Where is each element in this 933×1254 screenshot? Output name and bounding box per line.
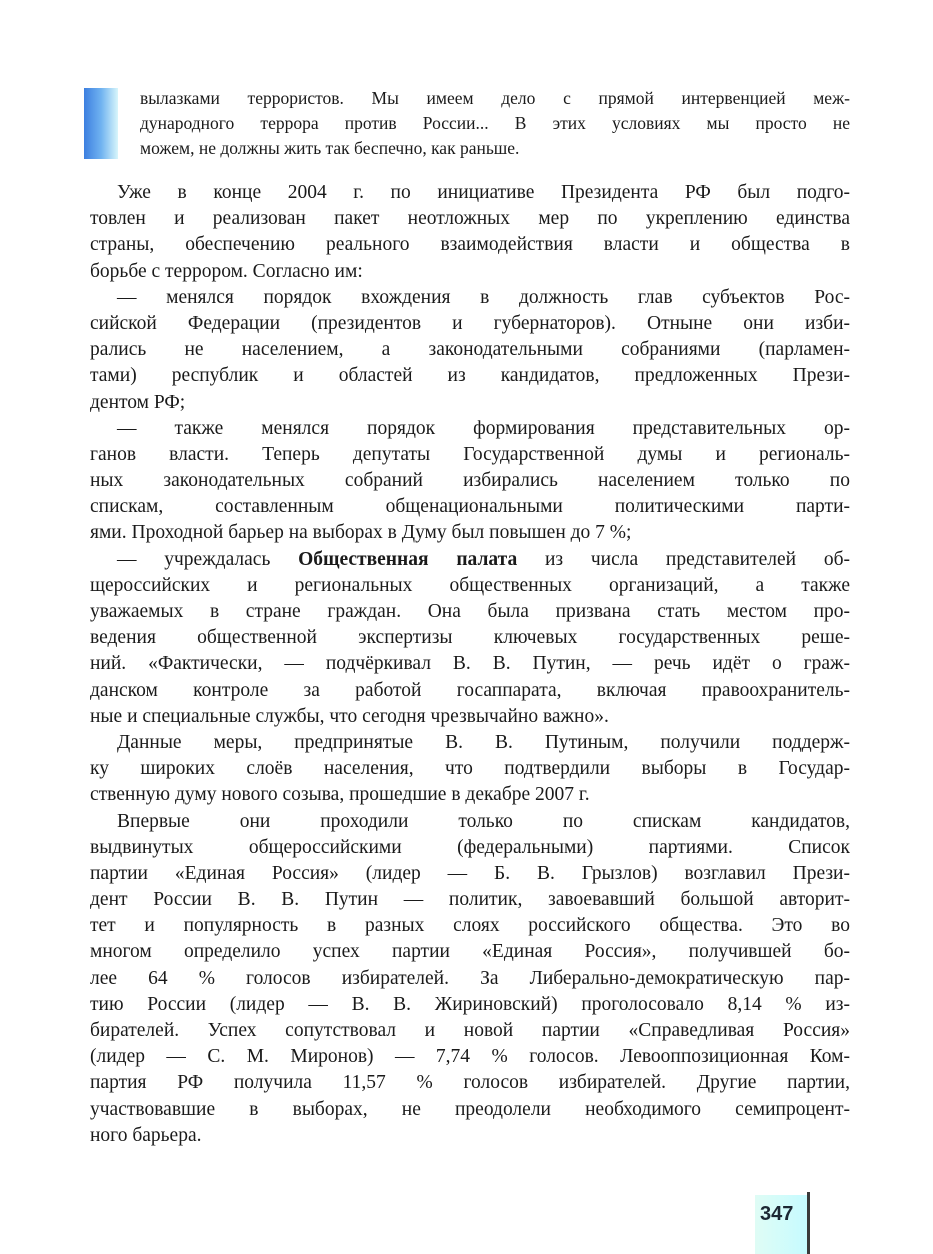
text-line: ственную думу нового созыва, прошедшие в декабре 2007 г.	[90, 784, 590, 806]
text-segment: из числа представителей об-	[517, 548, 850, 570]
text-line: страны, обеспечению реального взаимодействия власти и общества в	[90, 234, 850, 256]
text-line: участвовавшие в выборах, не преодолели необходимого семипроцент-	[90, 1098, 850, 1120]
text-line: тет и популярность в разных слоях российского общества. Это во	[90, 915, 850, 937]
page-edge-line	[807, 1192, 810, 1254]
text-line: партия РФ получила 11,57 % голосов избирателей. Другие партии,	[90, 1072, 850, 1094]
text-line: ные и специальные службы, что сегодня чрезвычайно важно».	[90, 705, 609, 727]
text-line: лее 64 % голосов избирателей. За Либерально-демократическую пар-	[90, 967, 850, 989]
text-line: ний. «Фактически, — подчёркивал В. В. Путин, — речь идёт о граж-	[90, 653, 850, 675]
term-obshchestvennaya-palata: Общественная палата	[298, 548, 518, 570]
quote-block	[140, 86, 850, 161]
quote-marker-bar	[84, 88, 118, 159]
text-line: — также менялся порядок формирования представительных ор-	[117, 417, 850, 439]
text-line: ганов власти. Теперь депутаты Государственной думы и региональ-	[90, 443, 850, 465]
text-line: спискам, составленным общенациональными политическими парти-	[90, 496, 850, 518]
text-line: — менялся порядок вхождения в должность глав субъектов Рос-	[117, 286, 850, 308]
text-line	[90, 547, 850, 573]
text-line: тами) республик и областей из кандидатов, предложенных Прези-	[90, 365, 850, 387]
text-line: ведения общественной экспертизы ключевых государственных реше-	[90, 627, 850, 649]
text-segment: — учреждалась	[117, 548, 299, 570]
text-line: рались не населением, а законодательными собраниями (парламен-	[90, 339, 850, 361]
text-line: товлен и реализован пакет неотложных мер по укреплению единства	[90, 208, 850, 230]
text-line: тию России (лидер — В. В. Жириновский) проголосовало 8,14 % из-	[90, 993, 850, 1015]
text-line: Впервые они проходили только по спискам кандидатов,	[117, 810, 850, 832]
text-line: (лидер — С. М. Миронов) — 7,74 % голосов. Левооппозиционная Ком-	[90, 1046, 850, 1068]
text-line: щероссийских и региональных общественных организаций, а также	[90, 574, 850, 596]
text-line: бирателей. Успех сопутствовал и новой партии «Справедливая Россия»	[90, 1020, 850, 1041]
text-line: ного барьера.	[90, 1124, 202, 1146]
page-number: 347	[760, 1203, 794, 1225]
text-line: выдвинутых общероссийскими (федеральными) партиями. Список	[90, 836, 850, 858]
text-line: сийской Федерации (президентов и губернаторов). Отныне они изби-	[90, 312, 850, 334]
text-line: ку широких слоёв населения, что подтвердили выборы в Государ-	[90, 758, 850, 780]
text-line: многом определило успех партии «Единая Россия», получившей бо-	[90, 941, 850, 963]
text-line: уважаемых в стране граждан. Она была призвана стать местом про-	[90, 601, 850, 622]
text-line: ных законодательных собраний избирались населением только по	[90, 470, 850, 492]
quote-line: вылазками террористов. Мы имеем дело с прямой интервенцией меж-	[140, 88, 850, 108]
text-line: ями. Проходной барьер на выборах в Думу был повышен до 7 %;	[90, 522, 632, 544]
quote-line: дународного террора против России... В этих условиях мы просто не	[140, 113, 850, 133]
text-line: партии «Единая Россия» (лидер — Б. В. Грызлов) возглавил Прези-	[90, 862, 850, 884]
text-line: Уже в конце 2004 г. по инициативе Президента РФ был подго-	[117, 182, 850, 203]
text-line: дент России В. В. Путин — политик, завоевавший большой авторит-	[90, 889, 850, 911]
text-line: дентом РФ;	[90, 391, 186, 413]
text-line: Данные меры, предпринятые В. В. Путиным, получили поддерж-	[117, 731, 850, 753]
text-line: борьбе с террором. Согласно им:	[90, 260, 363, 282]
quote-line: можем, не должны жить так беспечно, как раньше.	[140, 138, 520, 158]
body-text	[90, 180, 850, 1149]
text-line: данском контроле за работой госаппарата, включая правоохранитель-	[90, 679, 850, 701]
